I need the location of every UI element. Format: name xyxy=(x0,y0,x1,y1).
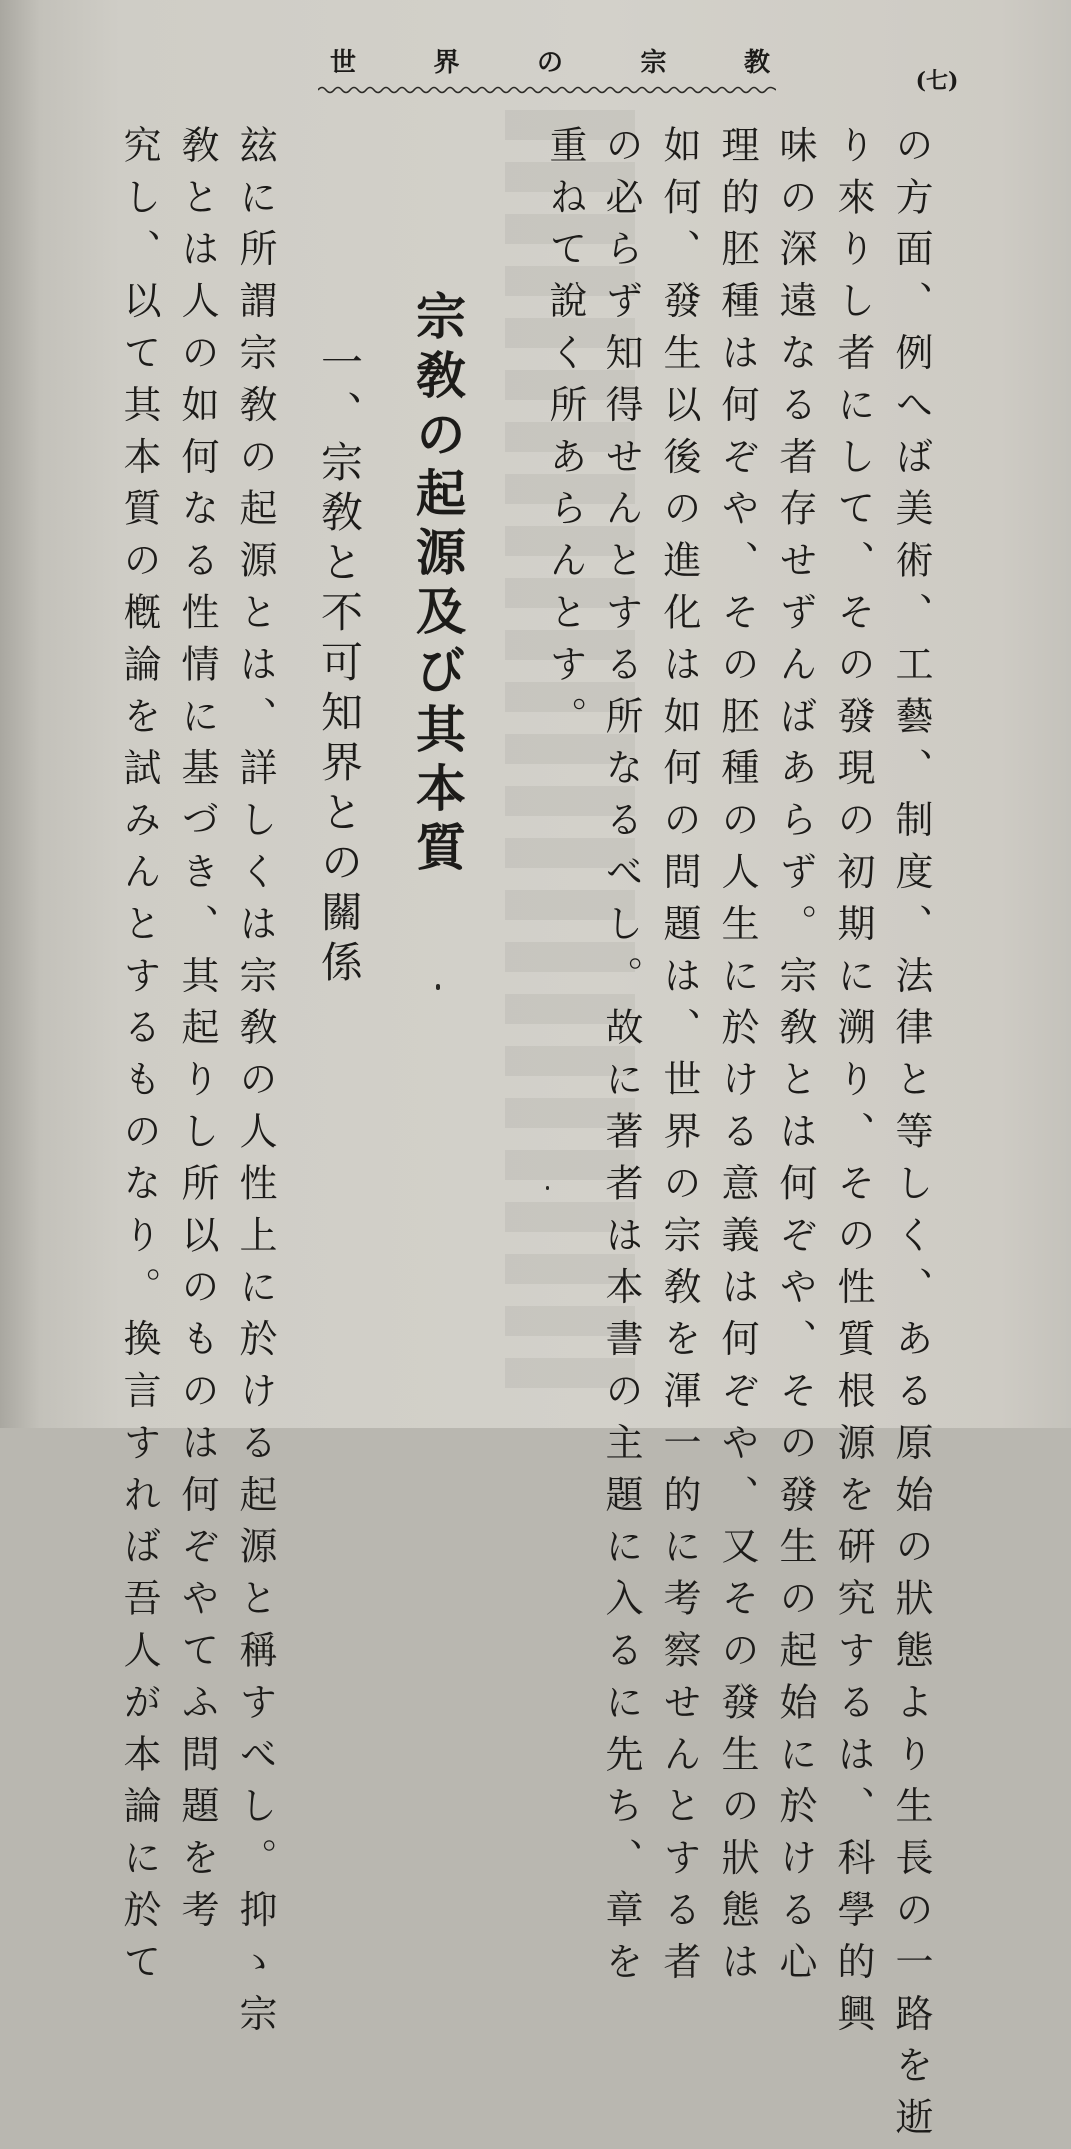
running-head-char: の xyxy=(536,47,563,78)
running-head-char: 教 xyxy=(743,47,770,78)
wavy-rule xyxy=(318,83,776,97)
text-column: 如何、發生以後の進化は如何の問題は、世界の宗敎を渾一的に考察せんとする者 xyxy=(657,125,701,1994)
text-column: 理的胚種は何ぞや、その胚種の人生に於ける意義は何ぞや、又その發生の狀態は xyxy=(715,125,759,1994)
running-head xyxy=(330,40,770,80)
running-head-char: 界 xyxy=(433,47,460,78)
ink-speck xyxy=(436,984,440,990)
text-column: の方面、例へば美術、工藝、制度、法律と等しく、ある原始の狀態より生長の一路を逝 xyxy=(889,125,933,2149)
text-column: 味の深遠なる者存せずんばあらず。宗敎とは何ぞや、その發生の起始に於ける心 xyxy=(773,125,817,1994)
text-column: 敎とは人の如何なる性情に基づき、其起りし所以のものは何ぞやてふ問題を考 xyxy=(175,125,219,1942)
section-heading: 一、宗敎と不可知界との關係 xyxy=(315,340,364,990)
chapter-title: 宗敎の起源及び其本質 xyxy=(408,290,467,880)
running-head-char: 宗 xyxy=(640,47,667,78)
text-column: の必らず知得せんとする所なるべし。故に著者は本書の主題に入るに先ち、章を xyxy=(599,125,643,1994)
text-column: 玆に所謂宗敎の起源とは、詳しくは宗敎の人性上に於ける起源と稱すべし。抑ゝ宗 xyxy=(233,125,277,2046)
ink-speck xyxy=(546,1186,549,1190)
running-head-char: 世 xyxy=(330,47,357,78)
text-column: 重ねて說く所あらんとす。 xyxy=(543,125,587,748)
page-number: (七) xyxy=(915,68,959,94)
text-column: 究し、以て其本質の槪論を試みんとするものなり。換言すれば吾人が本論に於て xyxy=(117,125,161,1994)
text-column: り來りし者にして、その發現の初期に溯り、その性質根源を硏究するは、科學的興 xyxy=(831,125,875,2046)
